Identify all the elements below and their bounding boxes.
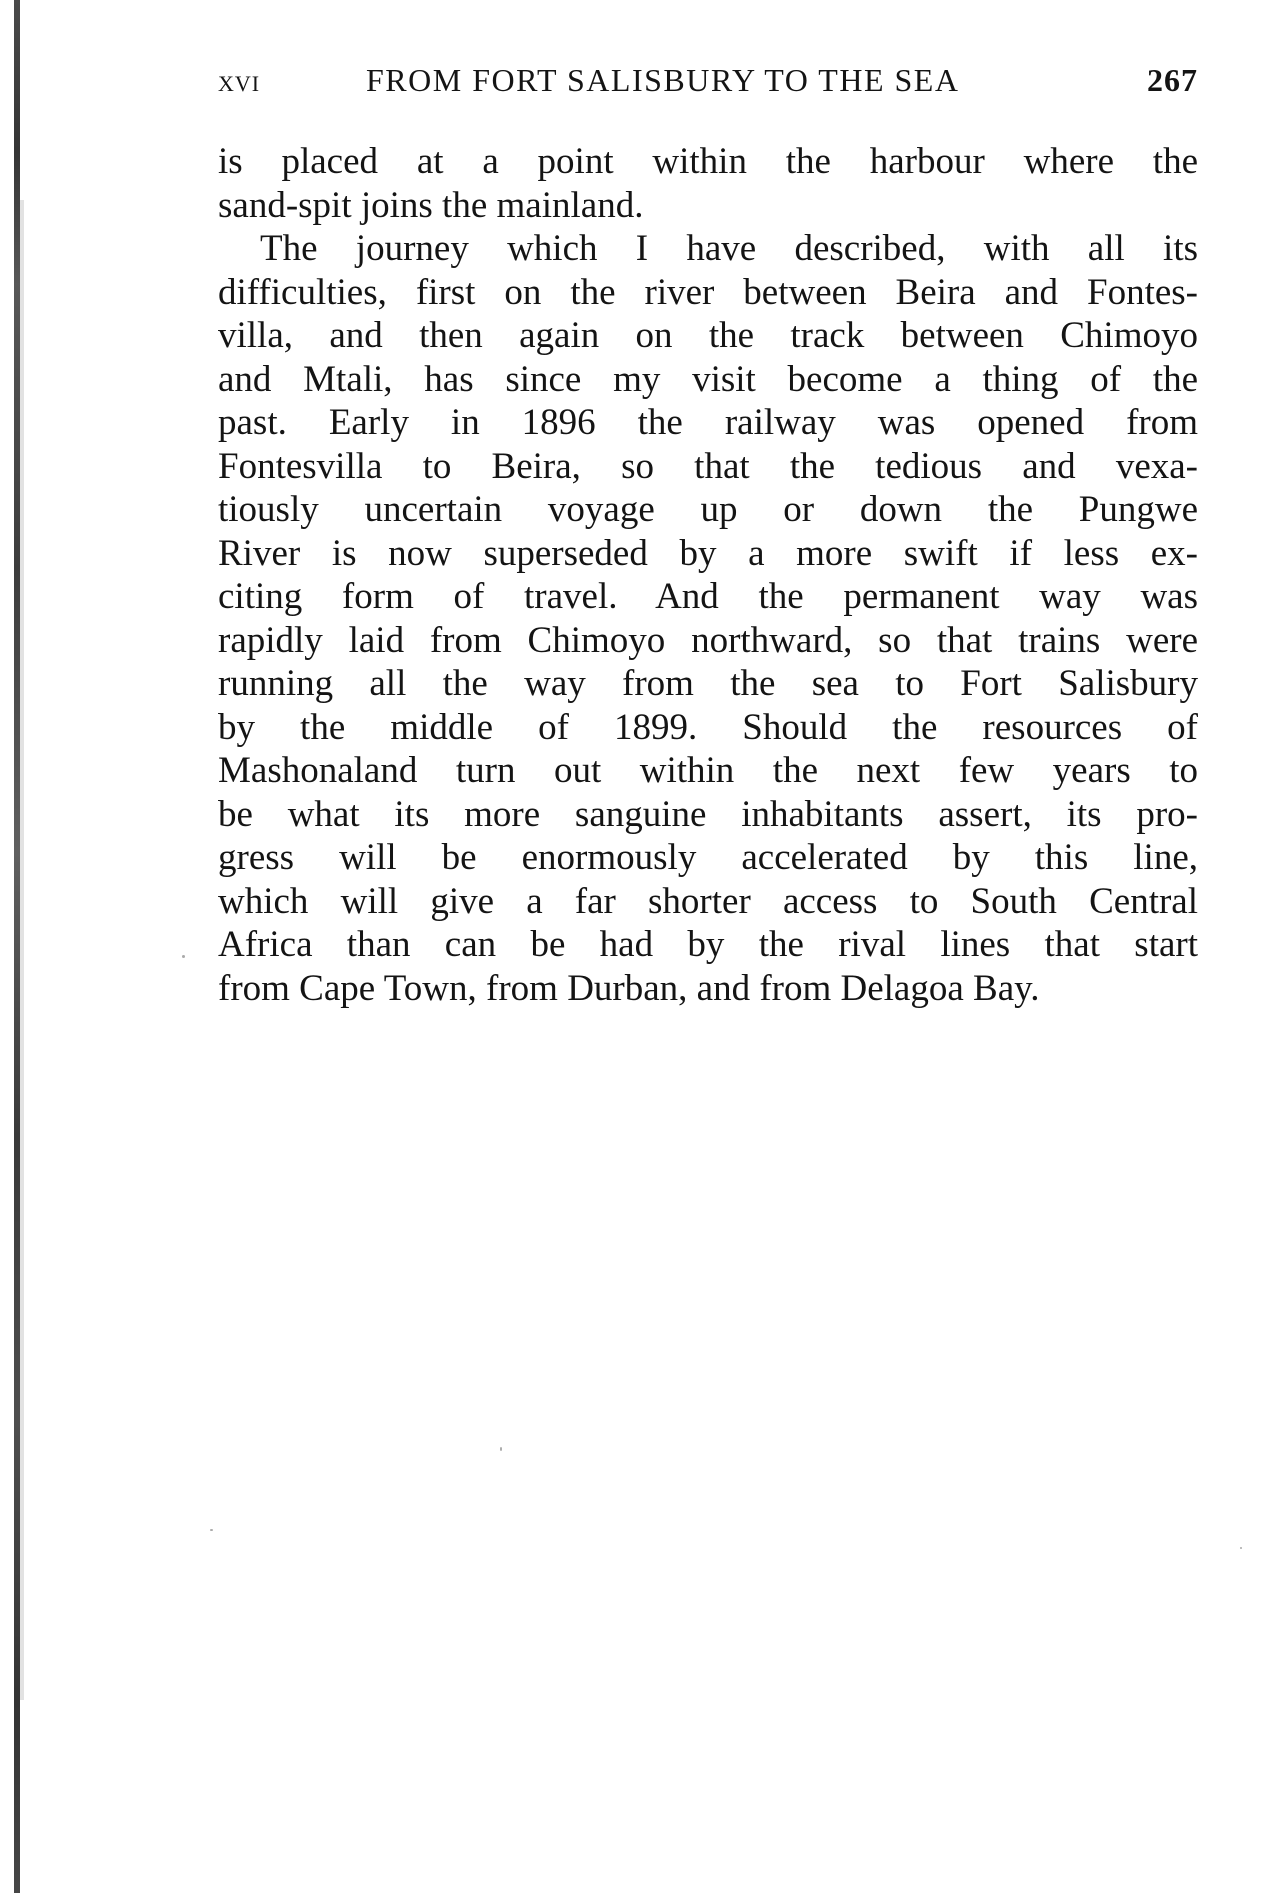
- binding-shadow: [20, 200, 24, 1700]
- chapter-number: xvi: [218, 62, 261, 98]
- body-text: [218, 140, 1198, 1010]
- text-line: past. Early in 1896 the railway was opened from: [218, 402, 1198, 443]
- scan-speck: [1240, 1547, 1242, 1549]
- text-line: by the middle of 1899. Should the resources of: [218, 706, 1198, 748]
- running-head: [218, 62, 1198, 102]
- text-line: villa, and then again on the track between Chimoyo: [218, 315, 1198, 356]
- text-line: The journey which I have described, with all its: [260, 228, 1198, 269]
- running-title: FROM FORT SALISBURY TO THE SEA: [366, 62, 960, 98]
- text-line: citing form of travel. And the permanent way was: [218, 576, 1198, 617]
- text-line: River is now superseded by a more swift if less ex-: [218, 532, 1198, 574]
- text-line: Mashonaland turn out within the next few years to: [218, 750, 1198, 791]
- text-line: which will give a far shorter access to South Central: [218, 880, 1198, 922]
- paragraph: [218, 227, 1198, 1010]
- text-line: sand-spit joins the mainland.: [218, 184, 644, 226]
- scan-speck: [182, 955, 185, 958]
- scan-speck: [210, 1529, 213, 1531]
- text-line: is placed at a point within the harbour where the: [218, 141, 1198, 182]
- text-line: be what its more sanguine inhabitants assert, its pro-: [218, 793, 1198, 835]
- text-line: tiously uncertain voyage up or down the Pungwe: [218, 489, 1198, 530]
- text-line: Fontesvilla to Beira, so that the tedious and vexa-: [218, 445, 1198, 487]
- text-line: difficulties, first on the river between Beira and Fontes-: [218, 271, 1198, 313]
- text-line: and Mtali, has since my visit become a thing of the: [218, 358, 1198, 400]
- paragraph: [218, 140, 1198, 227]
- text-line: running all the way from the sea to Fort Salisbury: [218, 663, 1198, 704]
- text-line: Africa than can be had by the rival lines that start: [218, 924, 1198, 965]
- text-line: gress will be enormously accelerated by this line,: [218, 837, 1198, 878]
- scan-speck: [500, 1447, 502, 1451]
- text-line: from Cape Town, from Durban, and from Delagoa Bay.: [218, 967, 1040, 1009]
- text-line: rapidly laid from Chimoyo northward, so that trains were: [218, 619, 1198, 661]
- page-number: 267: [1147, 62, 1198, 98]
